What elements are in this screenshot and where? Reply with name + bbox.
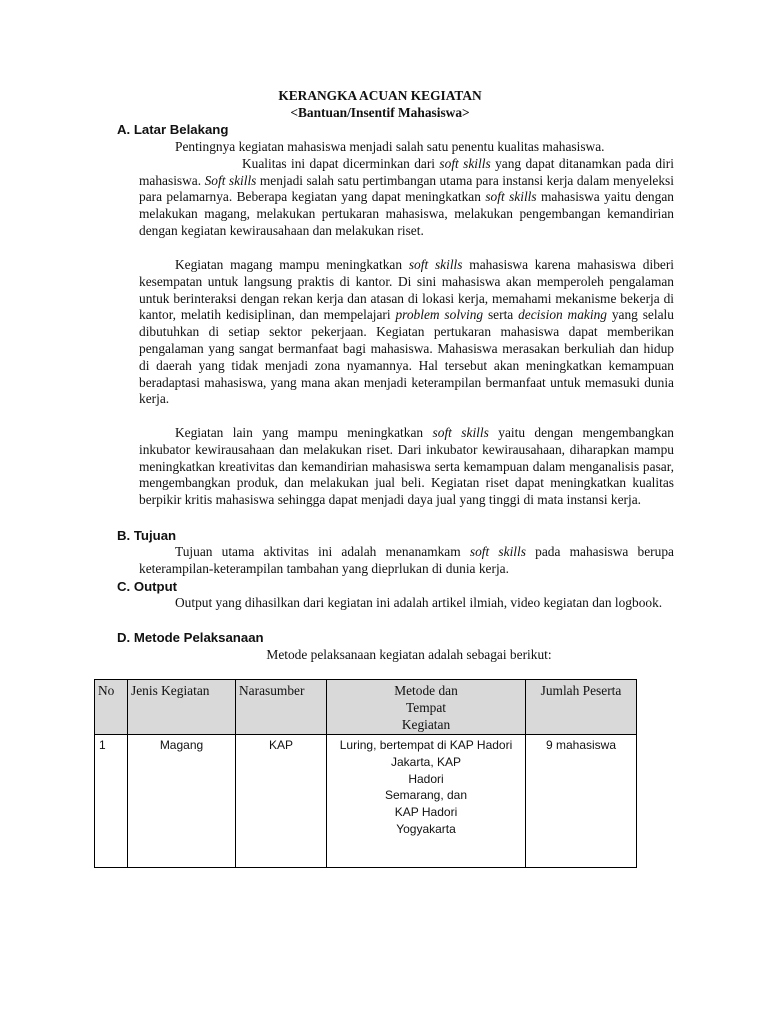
cell-jenis-kegiatan: Magang xyxy=(128,735,236,868)
metode-intro-text: Metode pelaksanaan kegiatan adalah sebagai berikut: xyxy=(266,647,552,662)
emphasis-term: soft skills xyxy=(485,189,537,205)
emphasis-term: soft skills xyxy=(469,544,526,559)
text-run: Kegiatan lain yang mampu meningkatkan xyxy=(175,425,424,440)
emphasis-term: Soft skills xyxy=(204,172,257,188)
emphasis-term: soft skills xyxy=(439,155,491,171)
text-run: yaitu dengan mengembangkan inkubator kewirausahaan dan melakukan riset. Dari inkubator kewirausahaan, diharapkan mampu meningkatkan kreativitas dan kemandirian mahasiswa serta kemampuan dalam menganalisis pasar, mengembangkan produk, dan melakukan jual beli. Kegiatan riset dapat meningkatkan kualitas berpikir kritis mahasiswa sehingga dapat menjadi daya jual yang tinggi di mata instansi kerja. xyxy=(139,425,674,508)
section-heading-latar-belakang: A. Latar Belakang xyxy=(117,122,229,137)
section-heading-metode: D. Metode Pelaksanaan xyxy=(117,630,264,645)
text-run: yang selalu dibutuhkan di setiap sektor pekerjaan. Kegiatan pertukaran mahasiswa dapat memberikan pengalaman yang sangat bermanfaat bagi mahasiswa. Mahasiswa merasakan berkuliah dan hidup di daerah yang tidak menjadi zona nyamannya. Hal tersebut akan meningkatkan kemampuan beradaptasi mahasiswa, yang mana akan menjadi keterampilan bermanfaat untuk memasuki dunia kerja. xyxy=(139,307,674,407)
table-row xyxy=(95,735,637,868)
cell-metode-tempat: Luring, bertempat di KAP Hadori Jakarta, KAP Hadori Semarang, dan KAP Hadori Yogyakarta xyxy=(327,735,526,868)
table-header-row xyxy=(95,680,637,735)
paragraph-latar-belakang-3 xyxy=(139,425,674,509)
column-header-narasumber: Narasumber xyxy=(236,680,327,735)
text-run: Kegiatan magang mampu meningkatkan xyxy=(175,257,403,272)
text-run: serta xyxy=(487,307,514,323)
text-run: yang dapat ditanamkan pada diri mahasiswa. xyxy=(139,155,674,188)
text-run: mahasiswa karena mahasiswa diberi kesempatan untuk langsung praktis di kantor. Di sini mahasiswa akan memperoleh pengalaman untuk berinteraksi dengan rekan kerja dan atasan di lokasi kerja, memahami mekanisme bekerja di kantor, melatih kedisiplinan, dan mempelajari xyxy=(139,257,675,323)
column-header-jenis-kegiatan: Jenis Kegiatan xyxy=(128,680,236,735)
cell-narasumber: KAP xyxy=(236,735,327,868)
column-header-no: No xyxy=(95,680,128,735)
text-run: Output yang dihasilkan dari kegiatan ini adalah artikel ilmiah, video kegiatan dan logbook. xyxy=(175,595,663,610)
emphasis-term: decision making xyxy=(518,307,607,323)
text-run: Pentingnya kegiatan mahasiswa menjadi salah satu penentu kualitas mahasiswa. xyxy=(175,139,605,154)
emphasis-term: soft skills xyxy=(432,425,489,440)
section-heading-output: C. Output xyxy=(117,579,178,594)
document-title: KERANGKA ACUAN KEGIATAN xyxy=(278,88,482,103)
text-run: pada mahasiswa berupa keterampilan-keterampilan tambahan yang dieprlukan di dunia kerja. xyxy=(139,544,674,576)
paragraph-output xyxy=(139,595,674,612)
column-header-metode-tempat: Metode dan Tempat Kegiatan xyxy=(327,680,526,735)
text-run: menjadi salah satu pertimbangan utama para instansi kerja dalam menyeleksi para pelamarnya. Beberapa kegiatan yang dapat meningkatkan xyxy=(139,172,674,205)
cell-no: 1 xyxy=(95,735,128,868)
cell-jumlah-peserta: 9 mahasiswa xyxy=(526,735,637,868)
section-heading-tujuan: B. Tujuan xyxy=(117,528,177,543)
emphasis-term: problem solving xyxy=(395,307,484,323)
document-subtitle: <Bantuan/Insentif Mahasiswa> xyxy=(290,105,470,120)
paragraph-latar-belakang-1 xyxy=(139,139,674,240)
text-run: Tujuan utama aktivitas ini adalah menanamkam xyxy=(175,544,461,559)
column-header-jumlah-peserta: Jumlah Peserta xyxy=(526,680,637,735)
paragraph-tujuan xyxy=(139,544,674,578)
text-run: mahasiswa yaitu dengan melakukan magang, melakukan pertukaran mahasiswa, melakukan pengembangan kemandirian dengan kegiatan kewirausahaan dan melakukan riset. xyxy=(139,189,674,238)
emphasis-term: soft skills xyxy=(408,257,463,272)
method-table xyxy=(94,679,637,868)
paragraph-latar-belakang-2 xyxy=(139,257,674,408)
text-run: Kualitas ini dapat dicerminkan dari xyxy=(242,155,436,171)
